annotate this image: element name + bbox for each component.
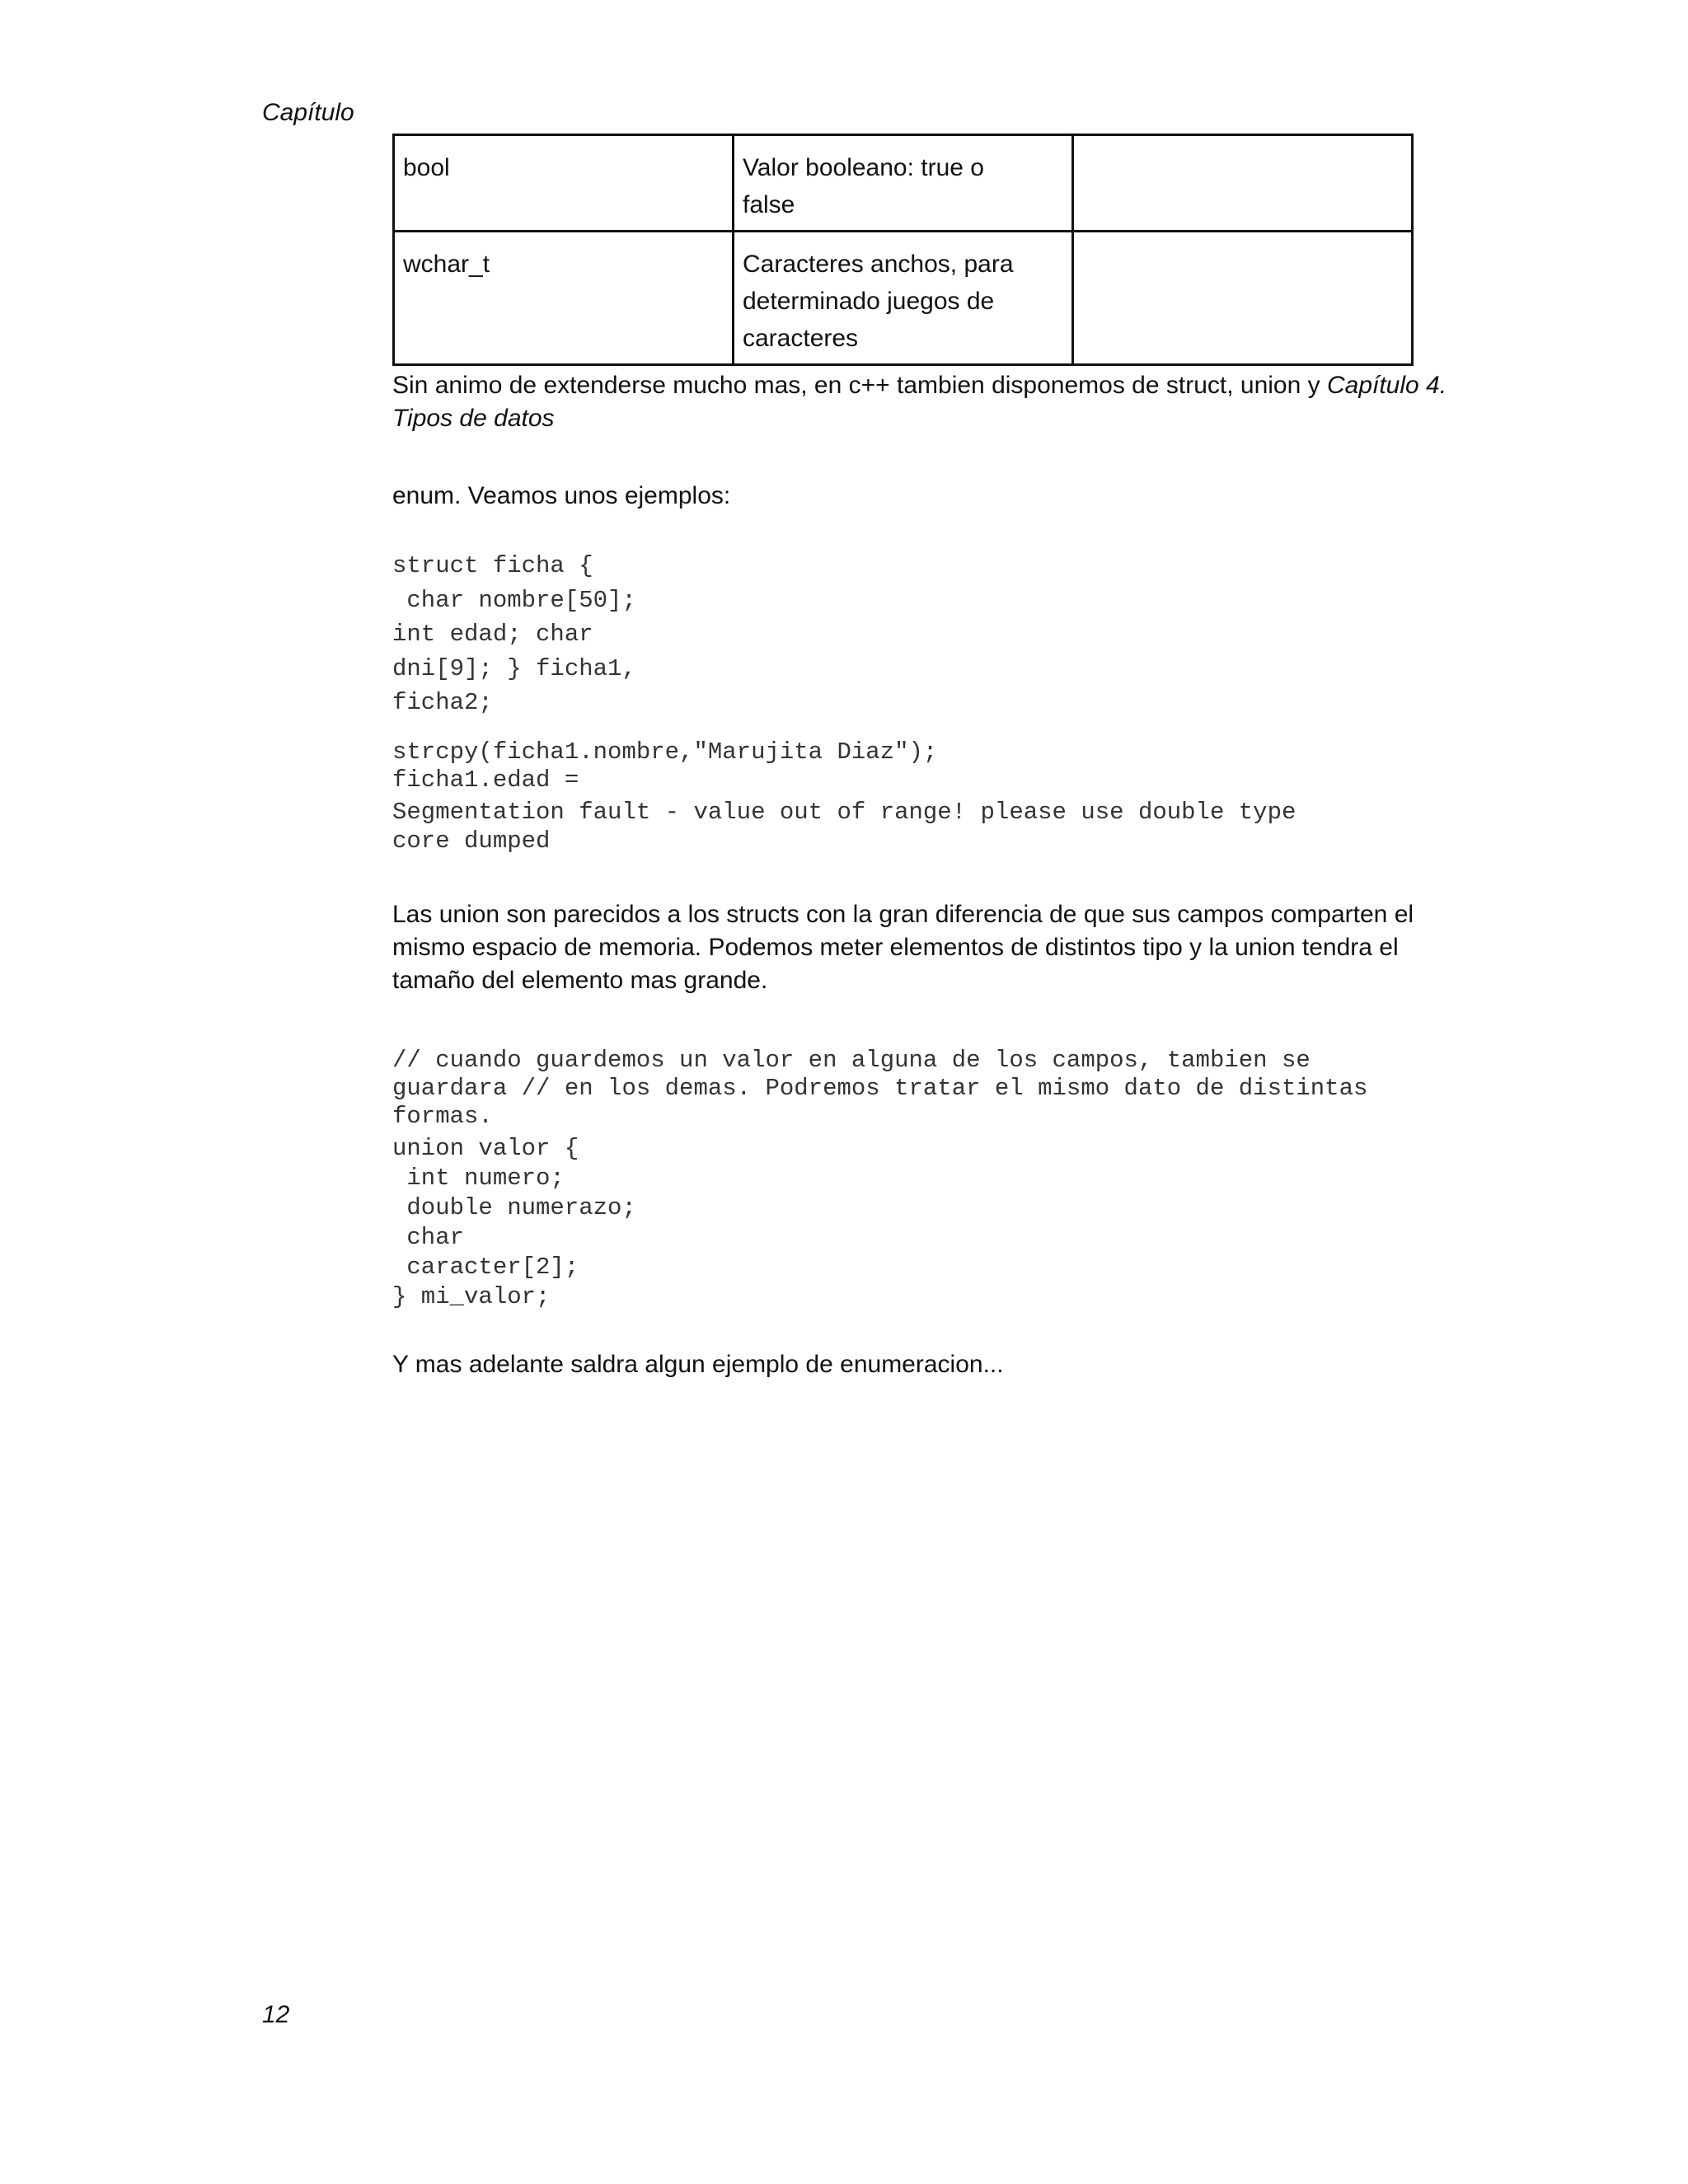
description-line: false (743, 191, 795, 218)
description-cell (734, 135, 1073, 232)
description-line: determinado juegos de (743, 288, 995, 315)
enum-paragraph: enum. Veamos unos ejemplos: (392, 482, 731, 509)
chapter-cross-reference: Capítulo 4. Tipos de datos (392, 372, 1447, 432)
data-types-table (392, 134, 1414, 366)
description-line: caracteres (743, 325, 859, 352)
error-output: Segmentation fault - value out of range! please use double type core dumped (392, 798, 1296, 855)
type-name: bool (403, 154, 450, 181)
intro-paragraph (392, 369, 1480, 435)
description-line: Valor booleano: true o (743, 154, 984, 181)
type-cell (394, 232, 734, 365)
closing-paragraph: Y mas adelante saldra algun ejemplo de enumeracion... (392, 1350, 1004, 1378)
type-name: wchar_t (403, 251, 490, 278)
table-row (394, 135, 1413, 232)
union-comment-code: // cuando guardemos un valor en alguna de los campos, tambien se guardara // en los demas. Podremos tratar el mismo dato de distintas formas. (392, 1046, 1368, 1130)
union-description-paragraph: Las union son parecidos a los structs con la gran diferencia de que sus campos comparten el mismo espacio de memoria. Podemos meter elementos de distintos tipo y la union tendra el tamaño del elemento mas grande. (392, 900, 1414, 994)
strcpy-code-block: strcpy(ficha1.nombre,"Marujita Diaz"); ficha1.edad = (392, 738, 938, 794)
table-row (394, 232, 1413, 365)
type-cell (394, 135, 734, 232)
page-content (392, 134, 1480, 1381)
struct-code-block: struct ficha { char nombre[50]; int edad; char dni[9]; } ficha1, ficha2; (392, 552, 636, 716)
extra-cell (1073, 135, 1413, 232)
intro-text: Sin animo de extenderse mucho mas, en c++ tambien disponemos de struct, union y (392, 372, 1327, 399)
union-code-block: union valor { int numero; double numerazo; char caracter[2]; } mi_valor; (392, 1134, 636, 1310)
extra-cell (1073, 232, 1413, 365)
description-cell (734, 232, 1073, 365)
description-line: Caracteres anchos, para (743, 251, 1014, 278)
page-number: 12 (262, 2001, 290, 2028)
running-header: Capítulo (262, 99, 354, 126)
